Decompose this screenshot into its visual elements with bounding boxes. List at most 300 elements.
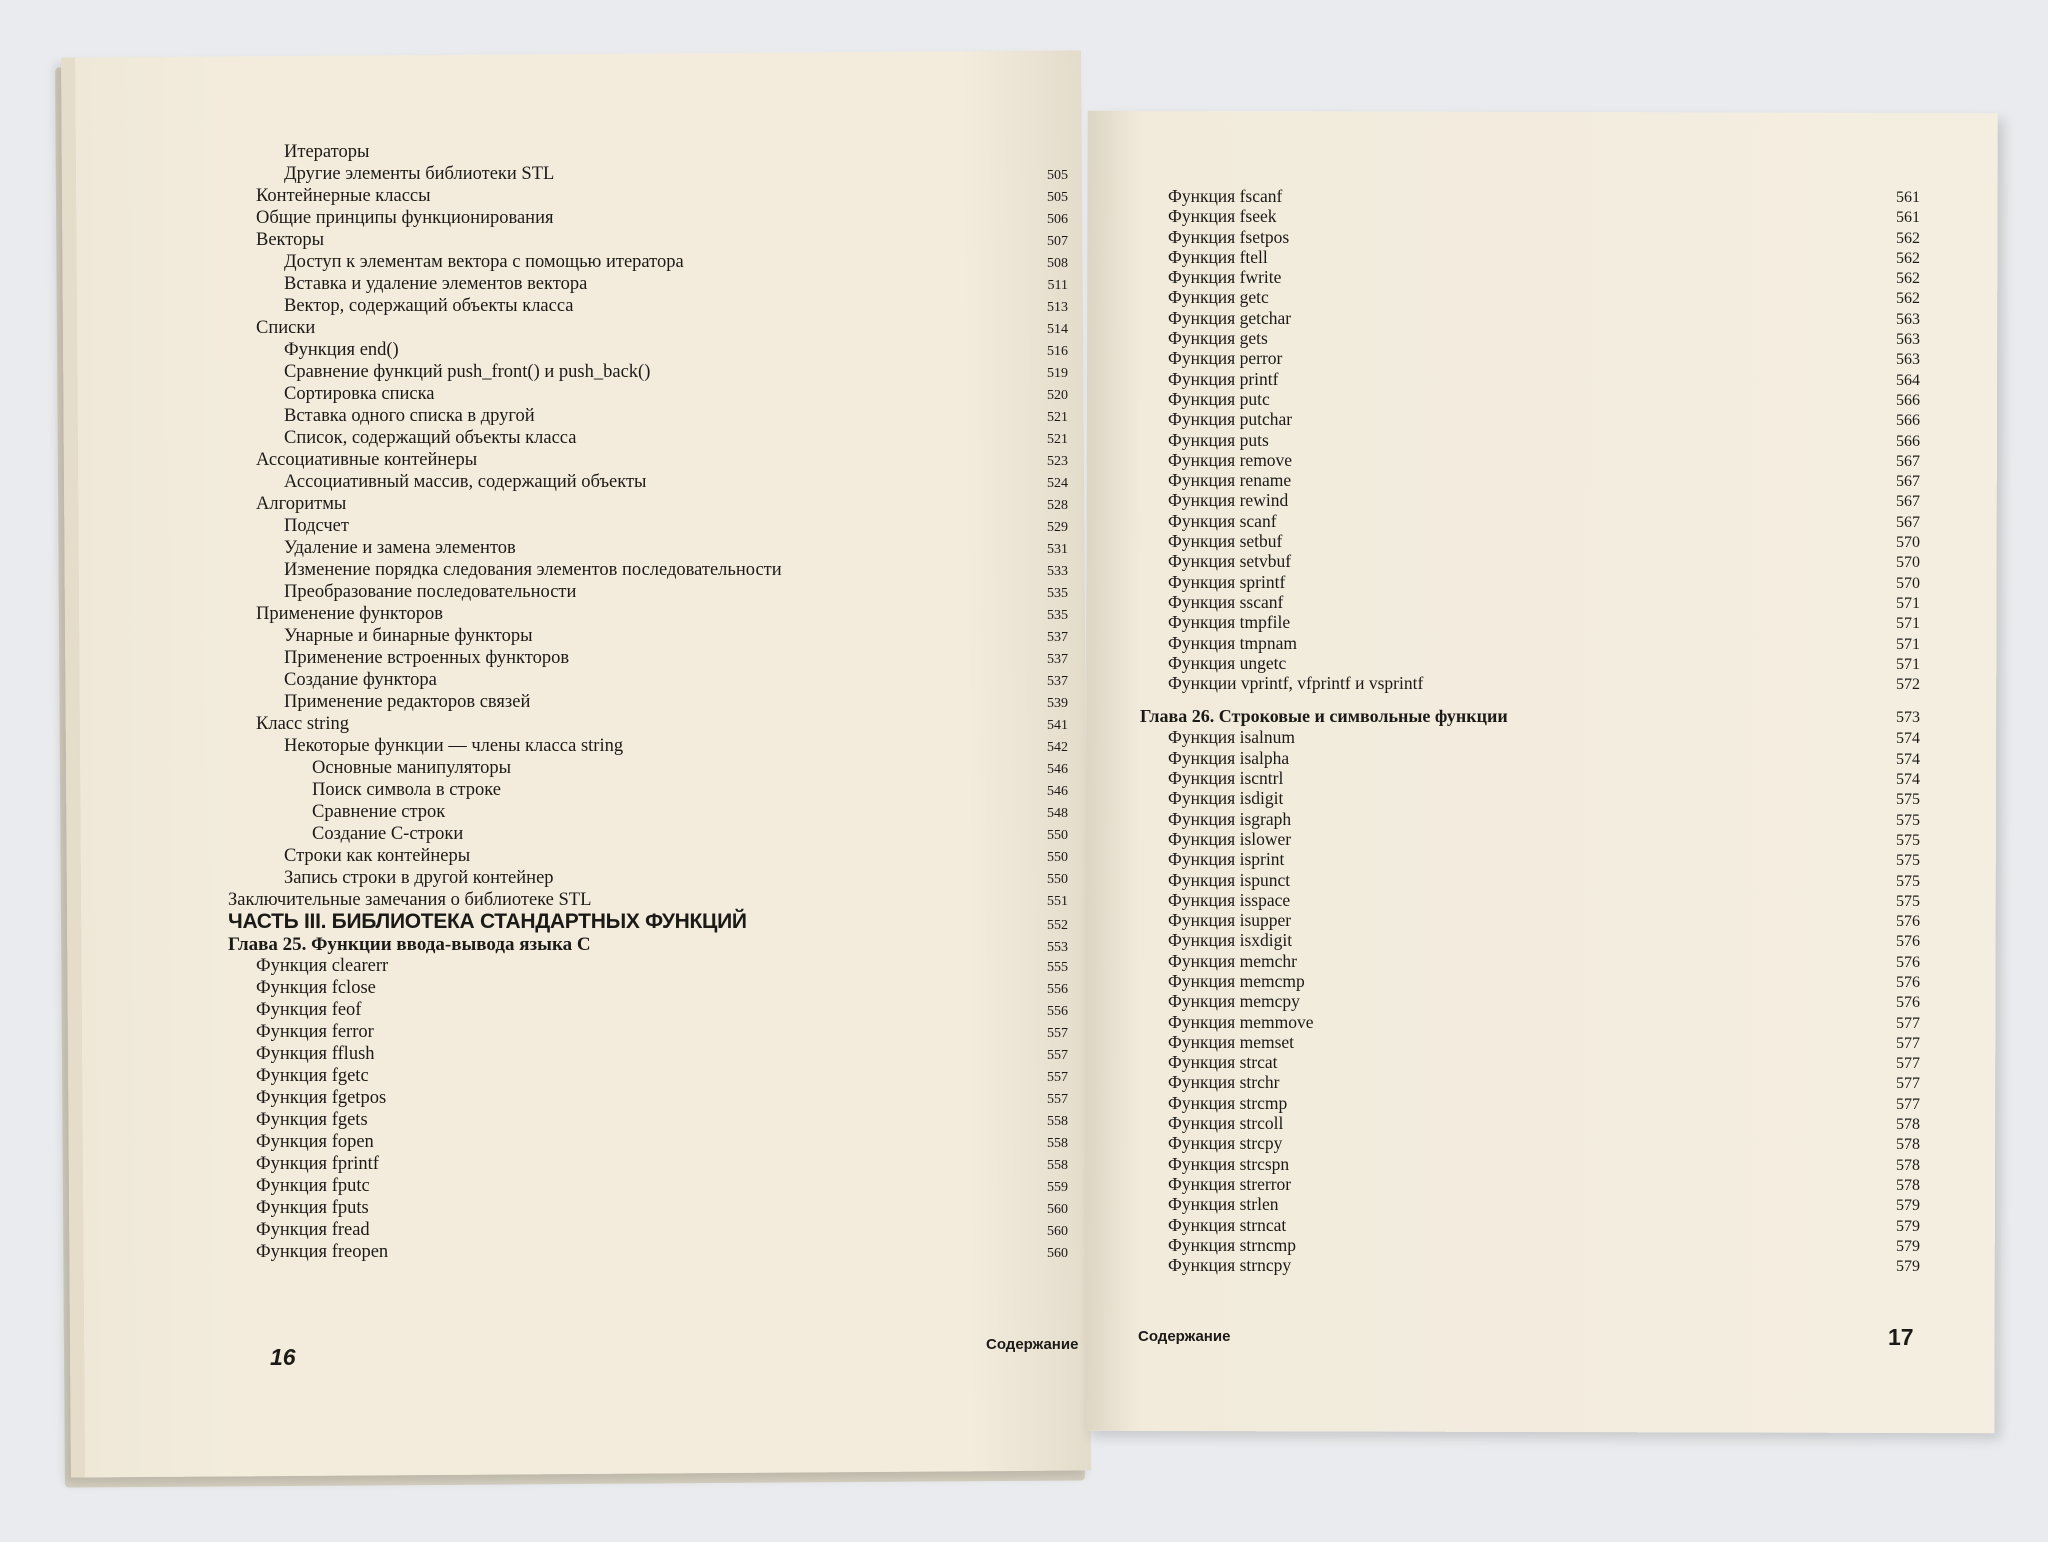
toc-entry xyxy=(1140,612,1920,632)
toc-entry-page: 529 xyxy=(1047,520,1068,535)
toc-entry-page: 508 xyxy=(1047,256,1068,271)
toc-entry-page: 566 xyxy=(1896,412,1920,430)
toc-entry-page: 563 xyxy=(1896,331,1920,349)
toc-entry xyxy=(228,428,1068,450)
toc-entry-title: Функция strncpy xyxy=(1168,1255,1292,1276)
toc-entry xyxy=(1140,186,1920,206)
toc-entry-page: 505 xyxy=(1047,190,1068,205)
toc-entry-page: 576 xyxy=(1896,973,1920,991)
toc-entry-title: Функция isalpha xyxy=(1168,747,1290,768)
toc-entry xyxy=(228,230,1068,252)
toc-entry-page: 578 xyxy=(1896,1136,1920,1154)
toc-entry xyxy=(1140,287,1920,307)
toc-entry xyxy=(228,758,1068,780)
toc-entry xyxy=(1140,727,1920,747)
toc-entry xyxy=(228,384,1068,406)
toc-entry xyxy=(228,450,1068,472)
toc-entry-page: 562 xyxy=(1896,249,1920,267)
toc-entry-page: 537 xyxy=(1047,674,1068,689)
toc-entry-page: 513 xyxy=(1047,300,1068,315)
toc-entry-page: 516 xyxy=(1047,344,1068,359)
toc-entry-title: Функция isupper xyxy=(1168,910,1292,931)
toc-entry-title: Функция scanf xyxy=(1168,510,1277,531)
toc-entry xyxy=(228,604,1068,626)
toc-entry-page: 524 xyxy=(1047,476,1068,491)
toc-entry xyxy=(1140,849,1920,869)
toc-entry xyxy=(228,956,1068,978)
toc-chapter-heading xyxy=(1140,693,1920,727)
toc-entry-title: Создание C-строки xyxy=(312,824,464,844)
toc-entry xyxy=(228,318,1068,340)
toc-entry-title: Функция remove xyxy=(1168,449,1293,470)
toc-entry-title: Строки как контейнеры xyxy=(284,846,471,866)
toc-entry-title: Глава 26. Строковые и символьные функции xyxy=(1140,706,1508,727)
toc-entry-title: Функция fprintf xyxy=(256,1154,379,1174)
toc-entry-page: 577 xyxy=(1896,1095,1920,1113)
toc-entry xyxy=(1140,348,1920,368)
toc-entry-page: 514 xyxy=(1047,322,1068,337)
toc-entry-page: 577 xyxy=(1896,1034,1920,1052)
toc-entry-page: 521 xyxy=(1047,410,1068,425)
toc-entry-title: Функция fsetpos xyxy=(1168,226,1290,247)
toc-entry-page: 579 xyxy=(1896,1258,1920,1276)
toc-entry xyxy=(228,1198,1068,1220)
toc-entry-page: 575 xyxy=(1896,892,1920,910)
toc-entry xyxy=(228,560,1068,582)
toc-entry-page: 550 xyxy=(1047,828,1068,843)
toc-entry-title: Функция clearerr xyxy=(256,956,389,976)
toc-entry-title: Функция fscanf xyxy=(1168,186,1283,206)
toc-entry xyxy=(1140,1255,1920,1275)
toc-entry-page: 563 xyxy=(1896,310,1920,328)
toc-entry xyxy=(1140,409,1920,429)
toc-entry xyxy=(228,692,1068,714)
toc-entry-title: Функция islower xyxy=(1168,828,1292,849)
toc-entry-title: Функция ungetc xyxy=(1168,652,1287,673)
toc-entry-title: Функция strcmp xyxy=(1168,1092,1288,1113)
toc-entry-title: Функция isxdigit xyxy=(1168,930,1293,951)
toc-entry xyxy=(1140,1194,1920,1214)
toc-entry-title: Список, содержащий объекты класса xyxy=(284,428,577,448)
toc-entry-title: Вставка и удаление элементов вектора xyxy=(284,274,588,294)
toc-entry-page: 561 xyxy=(1896,189,1920,206)
toc-entry xyxy=(1140,227,1920,247)
toc-entry-page: 555 xyxy=(1047,960,1068,975)
toc-entry-page: 560 xyxy=(1047,1246,1068,1261)
toc-entry-page: 535 xyxy=(1047,608,1068,623)
toc-entry-page: 558 xyxy=(1047,1114,1068,1129)
toc-entry xyxy=(1140,1012,1920,1032)
toc-entry xyxy=(1140,308,1920,328)
toc-entry-page: 576 xyxy=(1896,994,1920,1012)
toc-entry xyxy=(228,362,1068,384)
toc-entry xyxy=(228,824,1068,846)
toc-entry-page: 577 xyxy=(1896,1055,1920,1073)
toc-entry-page: 560 xyxy=(1047,1202,1068,1217)
toc-entry xyxy=(1140,369,1920,389)
toc-entry-page: 521 xyxy=(1047,432,1068,447)
toc-entry xyxy=(228,1000,1068,1022)
toc-entry-title: Заключительные замечания о библиотеке STL xyxy=(228,890,592,910)
toc-entry-title: Некоторые функции — члены класса string xyxy=(284,736,624,756)
toc-entry xyxy=(228,670,1068,692)
toc-entry-title: Функция fputc xyxy=(256,1176,370,1196)
toc-entry-title: Функция strchr xyxy=(1168,1072,1280,1093)
toc-entry-title: Применение встроенных функторов xyxy=(284,648,570,668)
toc-entry-title: Функция setvbuf xyxy=(1168,551,1292,572)
toc-entry-page: 520 xyxy=(1047,388,1068,403)
toc-entry-title: Преобразование последовательности xyxy=(284,582,577,602)
toc-entry-page: 577 xyxy=(1896,1014,1920,1032)
toc-entry-page: 542 xyxy=(1047,740,1068,755)
right-table-of-contents xyxy=(1140,186,1920,1275)
toc-entry xyxy=(228,1176,1068,1198)
left-page-number: 16 xyxy=(270,1344,296,1370)
toc-entry-title: Функция isalnum xyxy=(1168,727,1296,748)
toc-entry-page: 537 xyxy=(1047,652,1068,667)
toc-entry-page: 557 xyxy=(1047,1026,1068,1041)
toc-entry-title: Сортировка списка xyxy=(284,384,435,404)
toc-entry-page: 546 xyxy=(1047,762,1068,777)
toc-entry xyxy=(1140,910,1920,930)
toc-entry-title: Функция memcmp xyxy=(1168,970,1305,991)
toc-entry-title: Функция getchar xyxy=(1168,307,1292,328)
toc-entry-page: 519 xyxy=(1047,366,1068,381)
toc-entry xyxy=(228,648,1068,670)
toc-entry xyxy=(1140,870,1920,890)
toc-entry xyxy=(1140,633,1920,653)
toc-entry xyxy=(1140,991,1920,1011)
toc-entry xyxy=(1140,328,1920,348)
toc-entry-page: 567 xyxy=(1896,473,1920,491)
toc-entry xyxy=(228,274,1068,296)
toc-entry-page: 551 xyxy=(1047,894,1068,909)
toc-entry xyxy=(1140,1154,1920,1174)
toc-entry-title: Функция tmpfile xyxy=(1168,612,1291,633)
toc-entry-title: Создание функтора xyxy=(284,670,437,690)
toc-entry xyxy=(1140,653,1920,673)
toc-entry-page: 537 xyxy=(1047,630,1068,645)
toc-entry-page: 570 xyxy=(1896,554,1920,572)
toc-entry-title: Поиск символа в строке xyxy=(312,780,501,800)
toc-entry-title: ЧАСТЬ III. БИБЛИОТЕКА СТАНДАРТНЫХ ФУНКЦИЙ xyxy=(228,910,747,933)
toc-entry-title: Функция strcpy xyxy=(1168,1133,1283,1154)
toc-entry xyxy=(228,472,1068,494)
toc-entry-title: Другие элементы библиотеки STL xyxy=(284,164,555,184)
toc-entry-title: Функция fputs xyxy=(256,1198,369,1218)
toc-entry xyxy=(1140,1133,1920,1153)
toc-entry-title: Класс string xyxy=(256,714,349,734)
toc-entry-title: Функция fgets xyxy=(256,1110,368,1130)
toc-entry-title: Функция setbuf xyxy=(1168,531,1283,552)
toc-entry-page: 557 xyxy=(1047,1070,1068,1085)
toc-entry-title: Функция isgraph xyxy=(1168,808,1292,829)
toc-entry-title: Функция freopen xyxy=(256,1242,389,1262)
toc-entry-page: 562 xyxy=(1896,290,1920,308)
toc-entry-page: 561 xyxy=(1896,209,1920,227)
toc-entry xyxy=(1140,389,1920,409)
toc-entry-title: Функция fopen xyxy=(256,1132,374,1152)
toc-entry-title: Контейнерные классы xyxy=(256,186,431,206)
toc-entry-title: Применение редакторов связей xyxy=(284,692,531,712)
right-running-head: Содержание xyxy=(1138,1328,1231,1345)
toc-entry xyxy=(1140,809,1920,829)
toc-entry-page: 553 xyxy=(1047,940,1068,955)
toc-entry-page: 556 xyxy=(1047,1004,1068,1019)
toc-entry-title: Функция strerror xyxy=(1168,1173,1292,1194)
toc-entry-page: 566 xyxy=(1896,391,1920,409)
toc-entry-title: Функция rename xyxy=(1168,470,1292,491)
toc-entry-title: Подсчет xyxy=(284,516,349,536)
toc-entry-page: 548 xyxy=(1047,806,1068,821)
toc-entry xyxy=(1140,450,1920,470)
toc-entry-page: 535 xyxy=(1047,586,1068,601)
toc-entry xyxy=(1140,511,1920,531)
toc-entry-page: 575 xyxy=(1896,852,1920,870)
toc-entry-title: Функция fclose xyxy=(256,978,376,998)
toc-entry-page: 562 xyxy=(1896,229,1920,247)
toc-entry-page: 571 xyxy=(1896,655,1920,673)
toc-entry-page: 511 xyxy=(1047,278,1068,293)
toc-entry-title: Функция memcpy xyxy=(1168,991,1300,1012)
toc-entry xyxy=(228,1066,1068,1088)
toc-entry-title: Функция printf xyxy=(1168,368,1279,389)
toc-entry xyxy=(1140,1052,1920,1072)
toc-entry-page: 567 xyxy=(1896,513,1920,531)
toc-entry xyxy=(1140,206,1920,226)
toc-entry-page: 560 xyxy=(1047,1224,1068,1239)
toc-entry xyxy=(228,890,1068,912)
toc-entry-title: Функция putchar xyxy=(1168,409,1293,430)
toc-entry-page: 574 xyxy=(1896,730,1920,748)
toc-entry-title: Функция strcat xyxy=(1168,1052,1278,1073)
toc-entry-title: Функция ftell xyxy=(1168,246,1268,267)
toc-entry-page: 575 xyxy=(1896,791,1920,809)
toc-entry xyxy=(1140,971,1920,991)
toc-entry xyxy=(228,1088,1068,1110)
toc-entry-title: Функция strlen xyxy=(1168,1194,1279,1215)
toc-entry xyxy=(1140,490,1920,510)
toc-entry xyxy=(228,1242,1068,1264)
toc-entry xyxy=(228,1022,1068,1044)
toc-entry-title: Функция perror xyxy=(1168,348,1283,369)
toc-entry-page: 577 xyxy=(1896,1075,1920,1093)
toc-entry-page: 576 xyxy=(1896,953,1920,971)
toc-entry-title: Функция iscntrl xyxy=(1168,768,1284,789)
toc-entry-title: Алгоритмы xyxy=(256,494,347,514)
toc-entry-title: Функция strcoll xyxy=(1168,1113,1284,1134)
toc-entry-page: 575 xyxy=(1896,872,1920,890)
toc-entry xyxy=(228,802,1068,824)
toc-entry-page: 573 xyxy=(1896,709,1920,727)
toc-entry xyxy=(228,582,1068,604)
toc-entry-page: 563 xyxy=(1896,351,1920,369)
toc-entry-title: Вставка одного списка в другой xyxy=(284,406,535,426)
toc-entry-page: 566 xyxy=(1896,432,1920,450)
toc-entry-page: 579 xyxy=(1896,1197,1920,1215)
toc-entry-title: Глава 25. Функции ввода-вывода языка C xyxy=(228,934,591,955)
toc-entry xyxy=(228,406,1068,428)
toc-chapter-heading xyxy=(228,934,1068,956)
toc-entry-title: Функция rewind xyxy=(1168,490,1289,511)
toc-entry-title: Функция isdigit xyxy=(1168,788,1284,809)
toc-entry-title: Функция isprint xyxy=(1168,849,1285,870)
toc-entry-page: 556 xyxy=(1047,982,1068,997)
toc-entry-title: Основные манипуляторы xyxy=(312,758,512,778)
toc-entry xyxy=(1140,1113,1920,1133)
toc-entry-title: Применение функторов xyxy=(256,604,443,624)
toc-entry xyxy=(1140,748,1920,768)
toc-entry-title: Функция getc xyxy=(1168,287,1269,308)
toc-entry-page: 579 xyxy=(1896,1217,1920,1235)
toc-entry xyxy=(1140,267,1920,287)
toc-entry-title: Функция ispunct xyxy=(1168,869,1291,890)
toc-entry-title: Функция sscanf xyxy=(1168,591,1284,612)
toc-entry-page: 557 xyxy=(1047,1048,1068,1063)
toc-entry xyxy=(228,538,1068,560)
toc-entry-page: 571 xyxy=(1896,594,1920,612)
toc-entry-title: Итераторы xyxy=(284,142,370,162)
left-running-head: Содержание xyxy=(986,1336,1079,1353)
toc-entry-title: Функции vprintf, vfprintf и vsprintf xyxy=(1168,673,1424,694)
toc-entry xyxy=(1140,1174,1920,1194)
toc-entry-title: Запись строки в другой контейнер xyxy=(284,868,554,888)
toc-entry-page: 550 xyxy=(1047,872,1068,887)
toc-entry xyxy=(228,516,1068,538)
toc-entry xyxy=(228,164,1068,186)
toc-entry xyxy=(1140,890,1920,910)
toc-entry xyxy=(228,1154,1068,1176)
toc-entry xyxy=(1140,430,1920,450)
toc-entry-title: Сравнение функций push_front() и push_back() xyxy=(284,362,651,382)
toc-entry-title: Функция strcspn xyxy=(1168,1153,1290,1174)
toc-entry-title: Функция gets xyxy=(1168,328,1268,349)
toc-entry-page: 523 xyxy=(1047,454,1068,469)
toc-entry-title: Функция strncat xyxy=(1168,1214,1287,1235)
toc-entry xyxy=(228,296,1068,318)
left-table-of-contents xyxy=(228,142,1068,1264)
toc-entry xyxy=(1140,673,1920,693)
toc-entry xyxy=(228,736,1068,758)
toc-entry-page: 578 xyxy=(1896,1156,1920,1174)
toc-entry-page: 559 xyxy=(1047,1180,1068,1195)
toc-entry-page: 550 xyxy=(1047,850,1068,865)
toc-entry-page: 564 xyxy=(1896,371,1920,389)
toc-entry xyxy=(228,252,1068,274)
toc-entry xyxy=(1140,1032,1920,1052)
toc-entry-page: 574 xyxy=(1896,750,1920,768)
toc-entry xyxy=(228,714,1068,736)
toc-entry-page: 558 xyxy=(1047,1136,1068,1151)
toc-entry xyxy=(1140,572,1920,592)
right-page-number: 17 xyxy=(1888,1324,1914,1350)
toc-entry-title: Функция putc xyxy=(1168,388,1270,409)
toc-entry-title: Функция memset xyxy=(1168,1031,1295,1052)
toc-entry-title: Ассоциативный массив, содержащий объекты xyxy=(284,472,647,492)
toc-entry-page: 572 xyxy=(1896,676,1920,694)
toc-entry-page: 541 xyxy=(1047,718,1068,733)
toc-entry-title: Списки xyxy=(256,318,316,338)
toc-entry-page: 574 xyxy=(1896,771,1920,789)
toc-entry-page: 576 xyxy=(1896,913,1920,931)
toc-entry-title: Векторы xyxy=(256,230,325,250)
toc-entry xyxy=(228,1132,1068,1154)
toc-entry-title: Функция memchr xyxy=(1168,950,1297,971)
toc-entry xyxy=(1140,930,1920,950)
toc-entry xyxy=(228,1220,1068,1242)
toc-entry-page: 578 xyxy=(1896,1176,1920,1194)
toc-entry xyxy=(1140,829,1920,849)
toc-entry-page: 571 xyxy=(1896,635,1920,653)
toc-entry-title: Функция end() xyxy=(284,340,399,360)
toc-entry-title: Функция sprintf xyxy=(1168,571,1286,592)
toc-entry-page: 579 xyxy=(1896,1237,1920,1255)
toc-entry xyxy=(1140,551,1920,571)
toc-entry xyxy=(1140,1072,1920,1092)
toc-entry-page: 558 xyxy=(1047,1158,1068,1173)
toc-entry xyxy=(1140,470,1920,490)
toc-entry-page: 528 xyxy=(1047,498,1068,513)
toc-entry xyxy=(228,1044,1068,1066)
toc-entry xyxy=(1140,768,1920,788)
toc-entry-page: 539 xyxy=(1047,696,1068,711)
toc-entry-title: Функция fread xyxy=(256,1220,370,1240)
toc-entry-page: 575 xyxy=(1896,811,1920,829)
toc-entry-page: 570 xyxy=(1896,574,1920,592)
toc-entry-title: Функция ferror xyxy=(256,1022,374,1042)
toc-entry-title: Функция fgetc xyxy=(256,1066,369,1086)
toc-entry-page: 505 xyxy=(1047,168,1068,183)
toc-entry-title: Удаление и замена элементов xyxy=(284,538,516,558)
toc-entry-title: Изменение порядка следования элементов последовательности xyxy=(284,560,782,580)
toc-entry-page: 562 xyxy=(1896,270,1920,288)
toc-entry-title: Функция isspace xyxy=(1168,889,1291,910)
toc-entry xyxy=(228,1110,1068,1132)
toc-entry-page: 575 xyxy=(1896,831,1920,849)
toc-entry-page: 507 xyxy=(1047,234,1068,249)
toc-entry xyxy=(1140,592,1920,612)
toc-entry xyxy=(228,846,1068,868)
toc-entry-page: 567 xyxy=(1896,493,1920,511)
toc-entry xyxy=(228,186,1068,208)
toc-entry xyxy=(228,626,1068,648)
toc-entry-title: Функция feof xyxy=(256,1000,362,1020)
toc-entry-title: Унарные и бинарные функторы xyxy=(284,626,533,646)
toc-entry xyxy=(1140,1215,1920,1235)
toc-entry-page: 571 xyxy=(1896,615,1920,633)
toc-entry-title: Сравнение строк xyxy=(312,802,446,822)
toc-entry-page: 570 xyxy=(1896,534,1920,552)
toc-entry-page: 557 xyxy=(1047,1092,1068,1107)
toc-entry-title: Ассоциативные контейнеры xyxy=(256,450,478,470)
toc-entry-page: 531 xyxy=(1047,542,1068,557)
toc-entry xyxy=(1140,247,1920,267)
toc-entry xyxy=(1140,1235,1920,1255)
toc-entry-title: Функция fgetpos xyxy=(256,1088,387,1108)
toc-entry-title: Функция fseek xyxy=(1168,206,1277,227)
toc-entry-title: Вектор, содержащий объекты класса xyxy=(284,296,574,316)
toc-entry-title: Общие принципы функционирования xyxy=(256,208,554,228)
toc-entry-title: Функция puts xyxy=(1168,429,1269,450)
toc-entry xyxy=(228,208,1068,230)
toc-entry-title: Функция memmove xyxy=(1168,1011,1314,1032)
toc-entry-page: 567 xyxy=(1896,452,1920,470)
toc-entry-page: 506 xyxy=(1047,212,1068,227)
toc-entry xyxy=(1140,531,1920,551)
toc-entry xyxy=(228,978,1068,1000)
toc-entry xyxy=(228,868,1068,890)
toc-part-heading xyxy=(228,912,1068,934)
